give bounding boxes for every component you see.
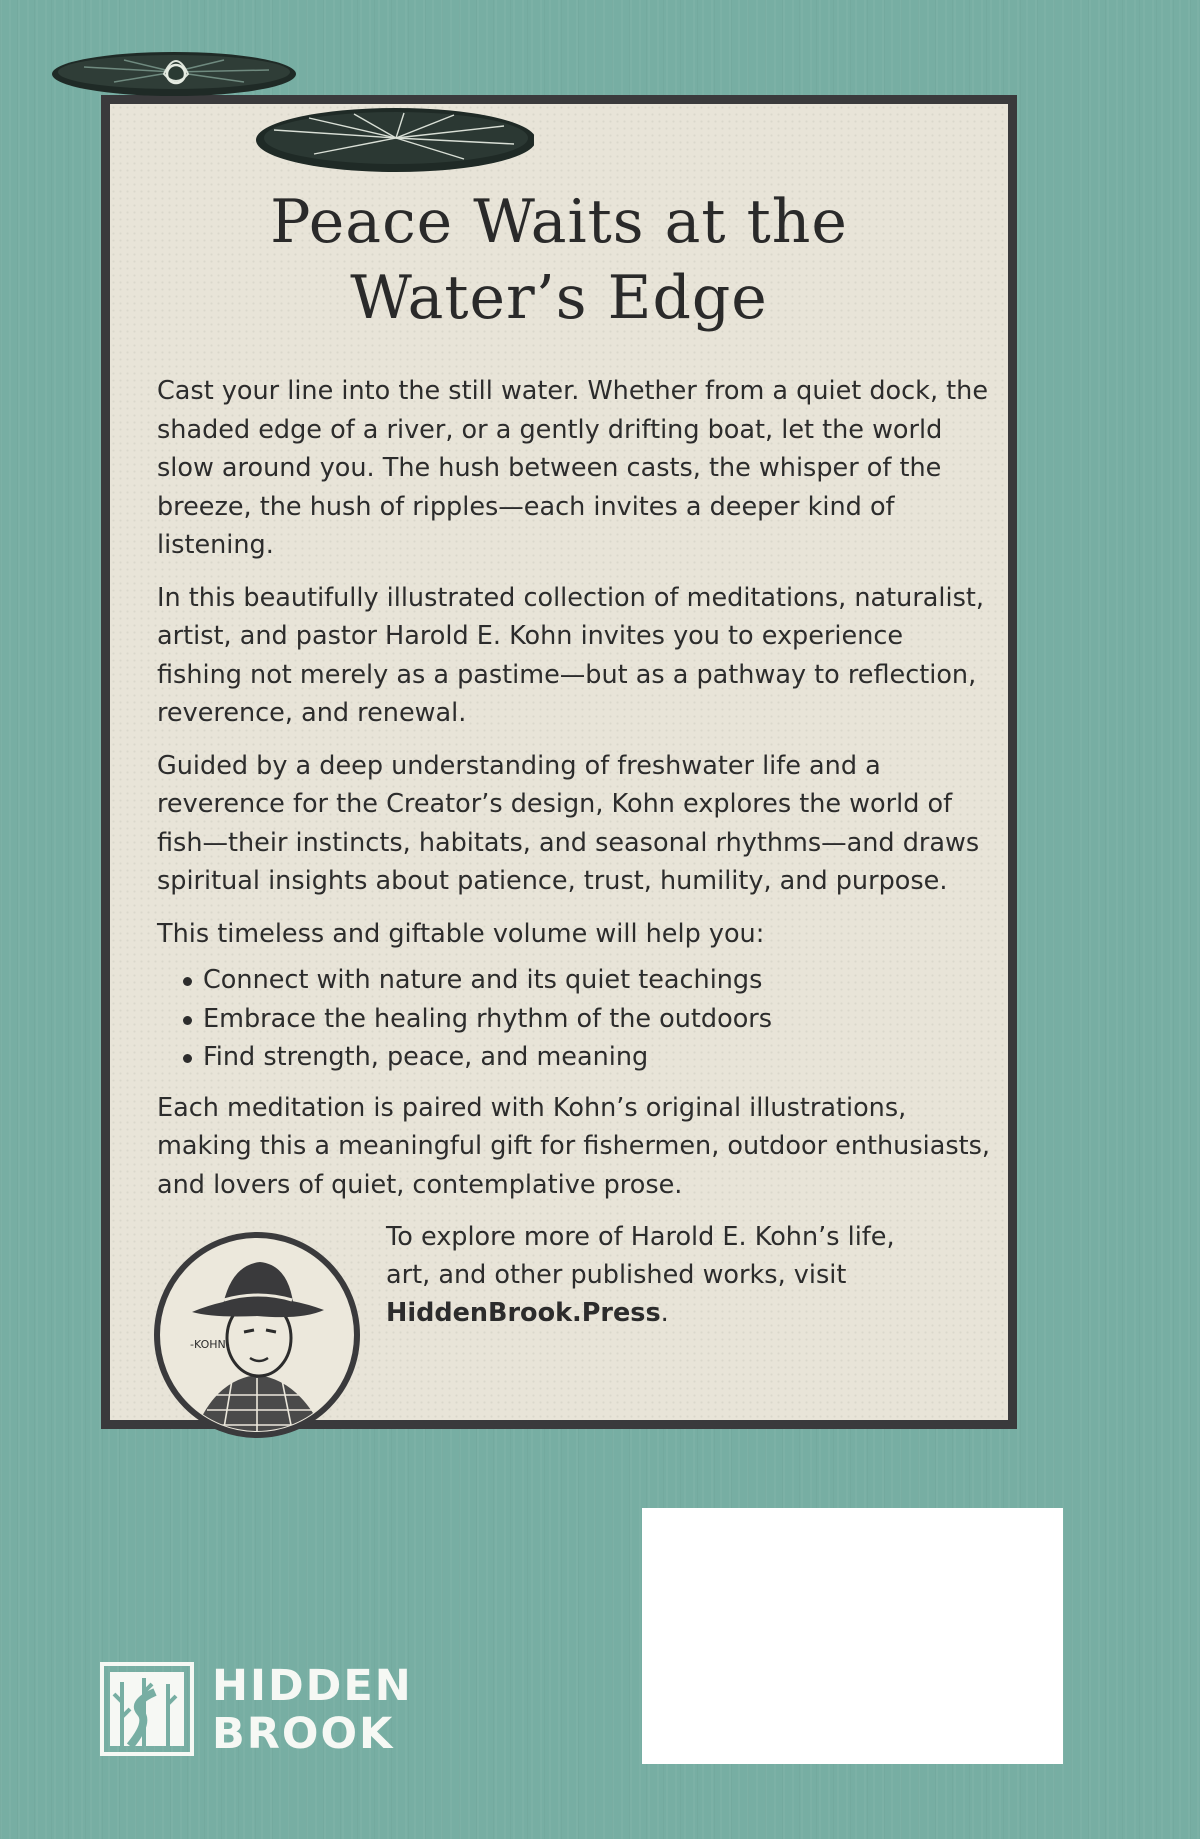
explore-note xyxy=(386,1218,946,1332)
barcode-placeholder xyxy=(642,1508,1063,1764)
title-line-2: Water’s Edge xyxy=(350,263,768,333)
author-section xyxy=(157,1218,992,1428)
list-item: Embrace the healing rhythm of the outdoors xyxy=(181,1000,992,1039)
publisher-logo xyxy=(100,1660,440,1760)
benefit-list xyxy=(181,961,992,1077)
publisher-line-2: BROOK xyxy=(212,1709,395,1759)
portrait-signature: -KOHN- xyxy=(190,1338,230,1351)
lily-pad-illustration xyxy=(24,22,534,172)
description-panel xyxy=(101,95,1017,1429)
paragraph-collection: In this beautifully illustrated collection of meditations, naturalist, artist, and pastor Harold E. Kohn invites you to experience fishing not merely as a pastime—but as a pathway to reflection, reverence, and renewal. xyxy=(157,582,984,728)
publisher-name xyxy=(212,1662,413,1758)
website-link[interactable]: HiddenBrook.Press xyxy=(386,1298,661,1328)
list-item: Find strength, peace, and meaning xyxy=(181,1038,992,1077)
paragraph-guided: Guided by a deep understanding of freshwater life and a reverence for the Creator’s design, Kohn explores the world of fish—their instincts, habitats, and seasonal rhythms—and draws spiritual insights about patience, trust, humility, and purpose. xyxy=(157,750,980,896)
book-title xyxy=(110,184,1008,336)
title-line-1: Peace Waits at the xyxy=(270,187,848,257)
list-item: Connect with nature and its quiet teachings xyxy=(181,961,992,1000)
hidden-brook-logo-mark xyxy=(100,1662,194,1756)
author-portrait xyxy=(152,1230,362,1440)
paragraph-closing: Each meditation is paired with Kohn’s original illustrations, making this a meaningful gift for fishermen, outdoor enthusiasts, and lovers of quiet, contemplative prose. xyxy=(157,1092,991,1200)
explore-text: To explore more of Harold E. Kohn’s life, art, and other published works, visit xyxy=(386,1222,895,1290)
paragraph-lead-in: This timeless and giftable volume will help you: xyxy=(157,918,765,949)
publisher-line-1: HIDDEN xyxy=(212,1661,413,1711)
explore-end: . xyxy=(660,1298,669,1328)
paragraph-intro: Cast your line into the still water. Whether from a quiet dock, the shaded edge of a river, or a gently drifting boat, let the world slow around you. The hush between casts, the whisper of the breeze, the hush of ripples—each invites a deeper kind of listening. xyxy=(157,376,989,560)
description-body xyxy=(157,372,992,1428)
